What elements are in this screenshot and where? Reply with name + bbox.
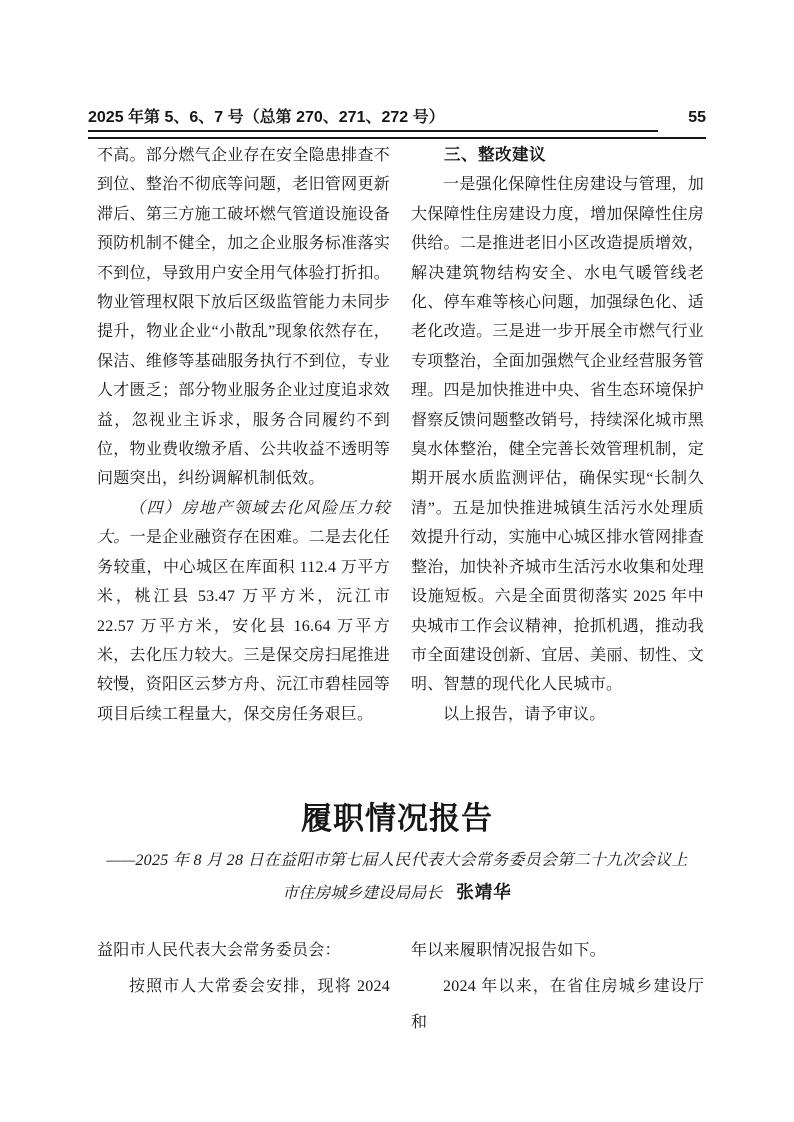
running-head [88, 107, 706, 129]
issue-info: 2025 年第 5、6、7 号（总第 270、271、272 号） [88, 109, 445, 126]
header-rule [88, 137, 706, 139]
article-title: 履职情况报告 [301, 801, 493, 836]
left-column [97, 141, 390, 729]
right-column [411, 141, 704, 729]
article-right-column [411, 933, 704, 1041]
section-heading: 三、整改建议 [444, 146, 546, 164]
salutation-line: 益阳市人民代表大会常务委员会： [97, 942, 341, 959]
closing-line: 以上报告，请予审议。 [443, 705, 606, 723]
item4-heading: （四）房地产领域去化风险压力较大。 [97, 499, 390, 547]
presenter-title: 市住房城乡建设局局长 [282, 885, 443, 902]
header-underline [88, 130, 658, 132]
article-byline [88, 879, 706, 907]
article-right-line1: 年以来履职情况报告如下。 [411, 942, 607, 959]
article-head [88, 797, 706, 907]
article-left-column [97, 933, 390, 1041]
article-body-columns [97, 933, 704, 1041]
suggestions-paragraph: 一是强化保障性住房建设与管理，加大保障性住房建设力度，增加保障性住房供给。二是推进老旧小区改造提质增效，解决建筑物结构安全、水电气暖管线老化、停车难等核心问题，加强绿色化、适老化改造。三是进一步开展全市燃气行业专项整治，全面加强燃气企业经营服务管理。四是加快推进中央、省生态环境保护督察反馈问题整改销号，持续深化城市黑臭水体整治，健全完善长效管理机制，定期开展水质监测评估，确保实现“长制久清”。五是加快推进城镇生活污水处理质效提升行动，实施中心城区排水管网排查整治，加快补齐城市生活污水收集和处理设施短板。六是全面贯彻落实 2025 年中央城市工作会议精神，抢抓机遇，推动我市全面建设创新、宜居、美丽、韧性、文明、智慧的现代化人民城市。 [411, 176, 704, 694]
article-right-line2: 2024 年以来，在省住房城乡建设厅和 [411, 978, 704, 1031]
presenter-name: 张靖华 [456, 882, 512, 902]
article-left-line2: 按照市人大常委会安排，现将 2024 [129, 978, 390, 995]
continuation-paragraph: 不高。部分燃气企业存在安全隐患排查不到位、整治不彻底等问题，老旧管网更新滞后、第三方施工破坏燃气管道设施设备预防机制不健全，加之企业服务标准落实不到位，导致用户安全用气体验打折扣。物业管理权限下放后区级监管能力未同步提升，物业企业“小散乱”现象依然存在，保洁、维修等基础服务执行不到位，专业人才匮乏；部分物业服务企业过度追求效益，忽视业主诉求，服务合同履约不到位，物业费收缴矛盾、公共收益不透明等问题突出，纠纷调解机制低效。 [97, 147, 390, 488]
report-body-columns [97, 141, 704, 729]
page-number: 55 [688, 109, 706, 126]
item4-paragraph [97, 494, 390, 729]
article-subtitle: ——2025 年 8 月 28 日在益阳市第七届人民代表大会常务委员会第二十九次会议上 [106, 852, 688, 869]
item4-body: 一是企业融资存在困难。二是去化任务较重，中心城区在库面积 112.4 万平方米，桃江县 53.47 万平方米，沅江市 22.57 万平方米，安化县 16.64 万平方米，去化压力较大。三是保交房扫尾推进较慢，资阳区云梦方舟、沅江市碧桂园等项目后续工程量大，保交房任务艰巨。 [97, 529, 390, 723]
